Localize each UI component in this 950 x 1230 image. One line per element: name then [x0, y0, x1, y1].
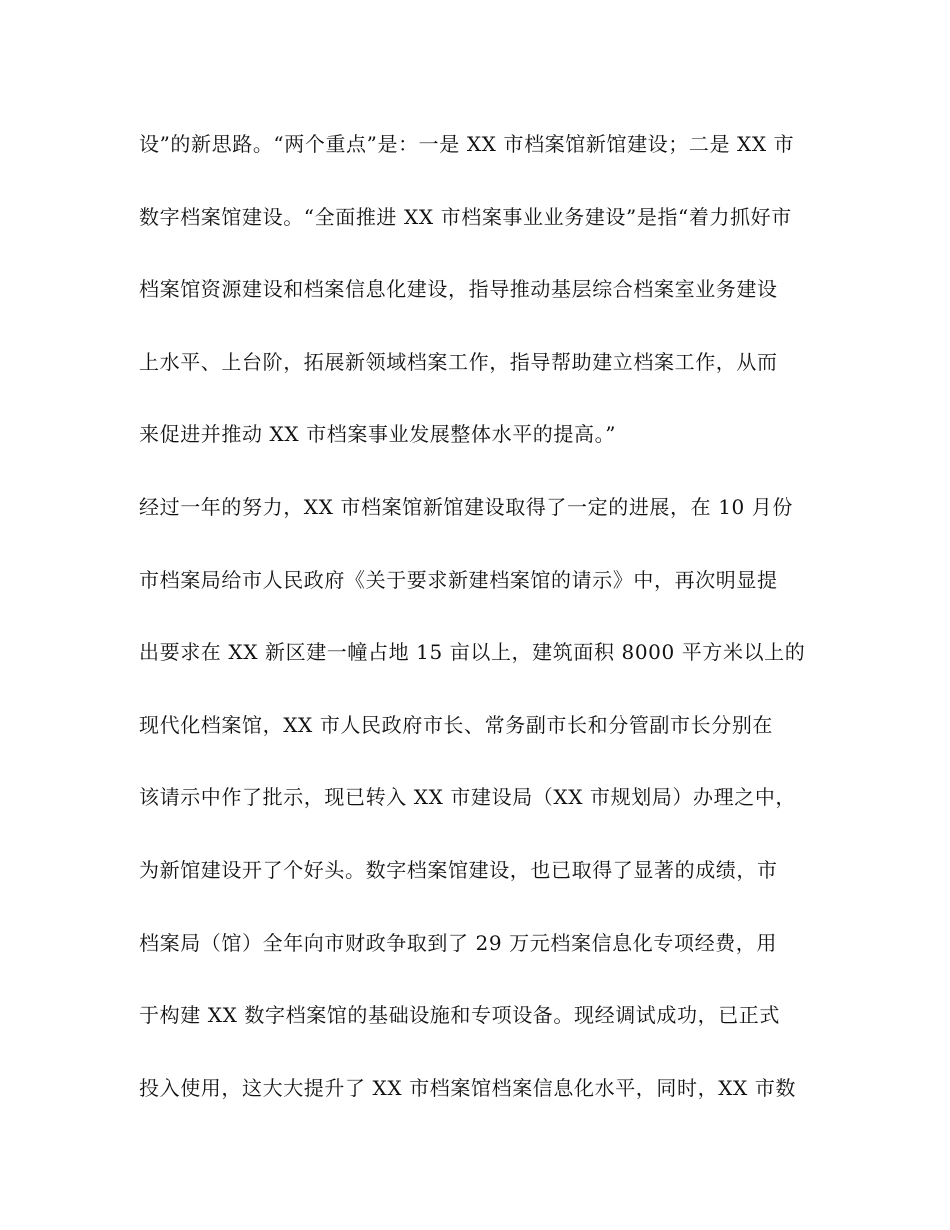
text-line: 投入使用，这大大提升了 XX 市档案馆档案信息化水平，同时，XX 市数: [139, 1075, 797, 1100]
text-line: 来促进并推动 XX 市档案事业发展整体水平的提高。”: [139, 422, 617, 447]
text-line: 于构建 XX 数字档案馆的基础设施和专项设备。现经调试成功，已正式: [139, 1003, 780, 1028]
text-line: 设”的新思路。“两个重点”是：一是 XX 市档案馆新馆建设；二是 XX 市: [139, 132, 795, 156]
text-line: 该请示中作了批示，现已转入 XX 市建设局（XX 市规划局）办理之中，: [139, 785, 797, 810]
text-line: 经过一年的努力，XX 市档案馆新馆建设取得了一定的进展，在 10 月份: [139, 494, 793, 519]
text-line: 出要求在 XX 新区建一幢占地 15 亩以上，建筑面积 8000 平方米以上的: [139, 640, 806, 665]
text-line: 档案馆资源建设和档案信息化建设，指导推动基层综合档案室业务建设: [139, 277, 778, 302]
text-line: 为新馆建设开了个好头。数字档案馆建设，也已取得了显著的成绩，市: [139, 857, 778, 882]
text-line: 档案局（馆）全年向市财政争取到了 29 万元档案信息化专项经费，用: [139, 930, 777, 955]
text-line: 市档案局给市人民政府《关于要求新建档案馆的请示》中，再次明显提: [139, 567, 778, 592]
body-text: [139, 122, 819, 1138]
text-line: 上水平、上台阶，拓展新领域档案工作，指导帮助建立档案工作，从而: [139, 349, 778, 374]
text-line: 数字档案馆建设。“全面推进 XX 市档案事业业务建设”是指“着力抓好市: [139, 204, 792, 229]
text-line: 现代化档案馆，XX 市人民政府市长、常务副市长和分管副市长分别在: [139, 712, 774, 737]
